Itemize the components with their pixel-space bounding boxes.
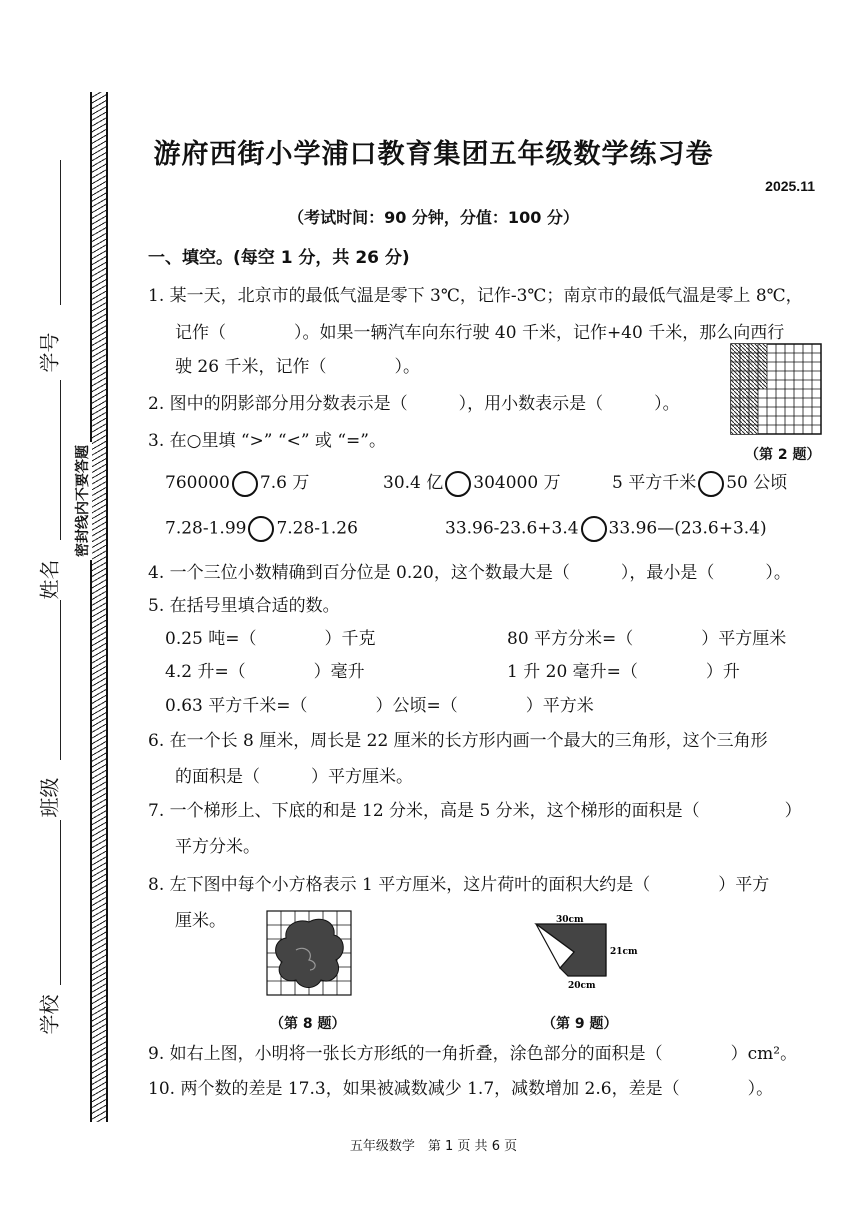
q9-folded-paper-figure xyxy=(528,912,638,992)
q3-text: 3. 在○里填 “>” “<” 或 “=”。 xyxy=(148,431,386,451)
q3-compare-a xyxy=(165,468,309,497)
q2-figure-caption: （第 2 题） xyxy=(745,447,821,463)
section-title: 一、填空。(每空 1 分，共 26 分) xyxy=(148,248,410,268)
q10-text: 10. 两个数的差是 17.3，如果被减数减少 1.7，减数增加 2.6，差是（ ）。 xyxy=(148,1079,774,1099)
compare-circle[interactable] xyxy=(445,471,471,497)
q3-b-right: 304000 万 xyxy=(473,473,561,493)
q5-item-b: 80 平方分米=（ ）平方厘米 xyxy=(507,629,787,649)
q8-line1: 8. 左下图中每个小方格表示 1 平方厘米，这片荷叶的面积大约是（ ）平方 xyxy=(148,875,770,895)
q3-c-left: 5 平方千米 xyxy=(612,473,697,493)
q6-line1: 6. 在一个长 8 厘米，周长是 22 厘米的长方形内画一个最大的三角形，这个三角形 xyxy=(148,731,768,751)
q3-e-left: 33.96-23.6+3.4 xyxy=(445,518,579,539)
q2-text: 2. 图中的阴影部分用分数表示是（ ），用小数表示是（ ）。 xyxy=(148,394,680,414)
q8-leaf-grid-figure xyxy=(266,910,352,996)
q2-grid-figure xyxy=(730,343,822,435)
seal-line-strip xyxy=(90,92,108,1122)
q3-c-right: 50 公顷 xyxy=(726,473,788,493)
q1-line2: 记作（ ）。如果一辆汽车向东行驶 40 千米，记作+40 千米，那么向西行 xyxy=(175,323,785,343)
compare-circle[interactable] xyxy=(581,516,607,542)
page-title: 游府西街小学浦口教育集团五年级数学练习卷 xyxy=(153,139,714,170)
page-footer: 五年级数学 第 1 页 共 6 页 xyxy=(349,1139,518,1154)
q5-item-a: 0.25 吨=（ ）千克 xyxy=(165,629,376,649)
q3-a-left: 760000 xyxy=(165,473,230,493)
q5-item-d: 1 升 20 毫升=（ ）升 xyxy=(507,662,740,682)
q3-compare-d xyxy=(165,516,358,542)
q1-line1: 1. 某一天，北京市的最低气温是零下 3℃，记作-3℃；南京市的最低气温是零上 8℃， xyxy=(148,286,803,306)
q3-b-left: 30.4 亿 xyxy=(383,473,444,493)
q3-d-left: 7.28-1.99 xyxy=(165,518,247,539)
student-no-line xyxy=(60,160,61,305)
q7-line2: 平方分米。 xyxy=(175,837,260,857)
q4-text: 4. 一个三位小数精确到百分位是 0.20，这个数最大是（ ），最小是（ ）。 xyxy=(148,563,791,583)
compare-circle[interactable] xyxy=(248,516,274,542)
q7-line1: 7. 一个梯形上、下底的和是 12 分米，高是 5 分米，这个梯形的面积是（ ） xyxy=(148,801,802,821)
q6-line2: 的面积是（ ）平方厘米。 xyxy=(175,767,413,787)
q3-a-right: 7.6 万 xyxy=(259,473,310,493)
q5-item-e: 0.63 平方千米=（ ）公顷=（ ）平方米 xyxy=(165,696,594,716)
q3-e-right: 33.96—(23.6+3.4) xyxy=(608,518,767,539)
name-line xyxy=(60,380,61,540)
q8-figure-caption: （第 8 题） xyxy=(270,1016,346,1032)
q9-dim-bottom: 20cm xyxy=(568,981,596,991)
student-no-label: 学号 xyxy=(37,332,62,373)
q1-line3: 驶 26 千米，记作（ ）。 xyxy=(175,357,420,377)
q5-item-c: 4.2 升=（ ）毫升 xyxy=(165,662,365,682)
q3-d-right: 7.28-1.26 xyxy=(276,518,358,539)
q9-figure-caption: （第 9 题） xyxy=(542,1016,618,1032)
name-label: 姓名 xyxy=(37,559,62,600)
seal-notice: 密封线内不要答题 xyxy=(72,442,92,560)
school-label: 学校 xyxy=(37,994,62,1035)
exam-date: 2025.11 xyxy=(765,178,815,194)
q3-compare-c xyxy=(612,468,787,497)
school-line xyxy=(60,820,61,985)
compare-circle[interactable] xyxy=(232,471,258,497)
q9-dim-top: 30cm xyxy=(556,915,584,925)
q5-text: 5. 在括号里填合适的数。 xyxy=(148,596,340,616)
class-label: 班级 xyxy=(37,777,62,818)
q3-compare-e xyxy=(445,516,767,542)
exam-info: （考试时间：90 分钟，分值：100 分） xyxy=(288,208,579,227)
q9-dim-right: 21cm xyxy=(610,947,638,957)
q8-line2: 厘米。 xyxy=(175,911,226,931)
q3-compare-b xyxy=(383,468,561,497)
class-line xyxy=(60,600,61,760)
compare-circle[interactable] xyxy=(698,471,724,497)
q9-text: 9. 如右上图，小明将一张长方形纸的一角折叠，涂色部分的面积是（ ）cm²。 xyxy=(148,1044,798,1064)
